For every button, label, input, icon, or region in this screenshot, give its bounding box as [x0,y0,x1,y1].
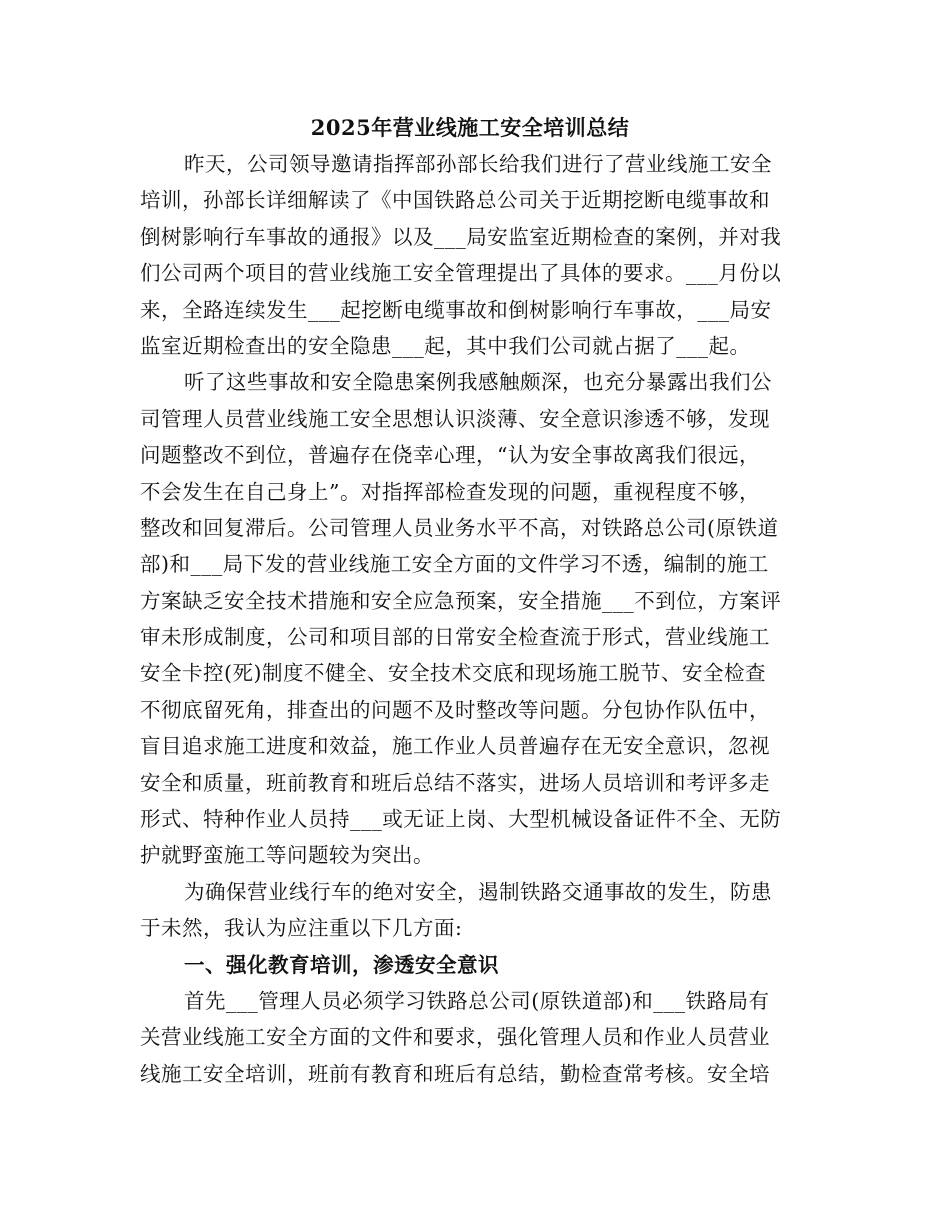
paragraph-line: 监室近期检查出的安全隐患___起，其中我们公司就占据了___起。 [140,333,751,358]
paragraph-line: 倒树影响行车事故的通报》以及___局安监室近期检查的案例，并对我 [140,224,782,249]
paragraph-line: 为确保营业线行车的绝对安全，遏制铁路交通事故的发生，防患 [184,879,772,904]
paragraph-line: 安全和质量，班前教育和班后总结不落实，进场人员培训和考评多走 [140,770,770,795]
paragraph-line: 护就野蛮施工等问题较为突出。 [140,843,434,868]
paragraph-line: 整改和回复滞后。公司管理人员业务水平不高，对铁路总公司(原铁道 [140,515,779,540]
paragraph-line: 问题整改不到位，普遍存在侥幸心理，“认为安全事故离我们很远， [140,443,760,468]
document-title: 2025年营业线施工安全培训总结 [310,115,630,140]
paragraph-line: 盲目追求施工进度和效益，施工作业人员普遍存在无安全意识，忽视 [140,734,770,759]
paragraph-line: 听了这些事故和安全隐患案例我感触颇深，也充分暴露出我们公 [184,370,772,395]
paragraph-line: 昨天，公司领导邀请指挥部孙部长给我们进行了营业线施工安全 [184,152,772,176]
paragraph-line: 不会发生在自己身上”。对指挥部检查发现的问题，重视程度不够， [140,479,760,504]
paragraph-line: 首先___管理人员必须学习铁路总公司(原铁道部)和___铁路局有 [184,988,770,1013]
paragraph-line: 线施工安全培训，班前有教育和班后有总结，勤检查常考核。安全培 [140,1061,770,1086]
paragraph-line: 形式、特种作业人员持___或无证上岗、大型机械设备证件不全、无防 [140,807,782,832]
paragraph-line: 安全卡控(死)制度不健全、安全技术交底和现场施工脱节、安全检查 [140,661,766,686]
paragraph-line: 审未形成制度，公司和项目部的日常安全检查流于形式，营业线施工 [140,625,770,650]
document-page [140,110,800,1092]
paragraph-line: 方案缺乏安全技术措施和安全应急预案，安全措施___不到位，方案评 [140,588,782,613]
paragraph-line: 们公司两个项目的营业线施工安全管理提出了具体的要求。___月份以 [140,261,782,286]
paragraph-line: 于未然，我认为应注重以下几方面: [140,916,463,941]
paragraph-line: 司管理人员营业线施工安全思想认识淡薄、安全意识渗透不够，发现 [140,406,770,431]
section-heading: 一、强化教育培训，渗透安全意识 [184,952,499,977]
paragraph-line: 来，全路连续发生___起挖断电缆事故和倒树影响行车事故，___局安 [140,297,772,322]
paragraph-line: 不彻底留死角，排查出的问题不及时整改等问题。分包协作队伍中， [140,697,770,722]
paragraph-line: 关营业线施工安全方面的文件和要求，强化管理人员和作业人员营业 [140,1025,770,1050]
paragraph-line: 部)和___局下发的营业线施工安全方面的文件学习不透，编制的施工 [140,552,769,577]
paragraph-line: 培训，孙部长详细解读了《中国铁路总公司关于近期挖断电缆事故和 [140,188,770,213]
